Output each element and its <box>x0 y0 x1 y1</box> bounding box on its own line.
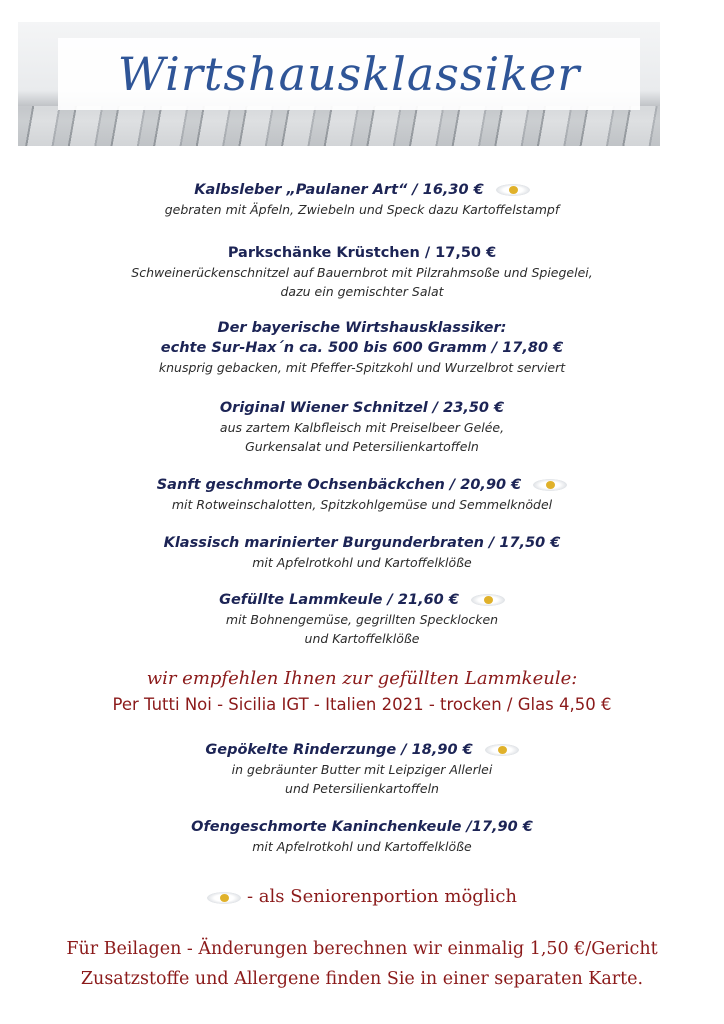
daisy-icon <box>471 590 505 610</box>
dish-7 <box>0 590 724 648</box>
dish-desc: Gurkensalat und Petersilienkartoffeln <box>245 439 479 454</box>
dish-title: Sanft geschmorte Ochsenbäckchen / 20,90 € <box>156 477 522 493</box>
senior-legend <box>0 886 724 908</box>
daisy-icon <box>485 740 519 760</box>
senior-legend-text: - als Seniorenportion möglich <box>247 886 517 907</box>
daisy-icon <box>207 888 241 908</box>
dish-desc: dazu ein gemischter Salat <box>280 284 444 299</box>
dish-desc: mit Apfelrotkohl und Kartoffelklöße <box>252 555 472 570</box>
daisy-icon <box>533 475 567 495</box>
dish-desc: gebraten mit Äpfeln, Zwiebeln und Speck dazu Kartoffelstampf <box>164 202 560 217</box>
dish-desc: knusprig gebacken, mit Pfeffer-Spitzkohl und Wurzelbrot serviert <box>158 360 566 375</box>
dish-title: Gefüllte Lammkeule / 21,60 € <box>219 592 459 608</box>
dish-desc: und Kartoffelklöße <box>304 631 420 646</box>
dish-8 <box>0 740 724 798</box>
dish-5 <box>0 475 724 514</box>
dish-title: Original Wiener Schnitzel / 23,50 € <box>219 400 505 416</box>
dish-desc: und Petersilienkartoffeln <box>285 781 439 796</box>
footer-side-dish-note: Für Beilagen - Änderungen berechnen wir einmalig 1,50 €/Gericht <box>66 939 658 959</box>
dish-3 <box>0 318 724 377</box>
dish-title: Kalbsleber „Paulaner Art“ / 16,30 € <box>194 182 484 198</box>
dish-desc: Schweinerückenschnitzel auf Bauernbrot mit Pilzrahmsoße und Spiegelei, <box>131 265 593 280</box>
dish-desc: mit Rotweinschalotten, Spitzkohlgemüse und Semmelknödel <box>171 497 553 512</box>
dish-2 <box>0 243 724 301</box>
dish-title: Der bayerische Wirtshausklassiker: <box>217 320 507 336</box>
dish-desc: mit Bohnengemüse, gegrillten Specklocken <box>225 612 499 627</box>
dish-desc: mit Apfelrotkohl und Kartoffelklöße <box>252 839 472 854</box>
header-banner <box>18 22 660 146</box>
page-title: Wirtshausklassiker <box>117 47 581 101</box>
dish-1 <box>0 180 724 219</box>
dish-title: Parkschänke Krüstchen / 17,50 € <box>227 245 497 261</box>
footer-notes <box>0 934 724 994</box>
daisy-icon <box>496 180 530 200</box>
dish-desc: in gebräunter Butter mit Leipziger Allerlei <box>231 762 493 777</box>
footer-allergen-note: Zusatzstoffe und Allergene finden Sie in einer separaten Karte. <box>80 969 644 989</box>
wood-planks <box>18 106 660 146</box>
wine-recommendation: Per Tutti Noi - Sicilia IGT - Italien 2021 - trocken / Glas 4,50 € <box>112 695 612 714</box>
dish-title: Klassisch marinierter Burgunderbraten / 17,50 € <box>163 535 561 551</box>
dish-title: echte Sur-Hax´n ca. 500 bis 600 Gramm / 17,80 € <box>160 340 564 356</box>
recommendation <box>0 668 724 714</box>
dish-6 <box>0 533 724 572</box>
recommendation-intro: wir empfehlen Ihnen zur gefüllten Lammkeule: <box>146 668 578 689</box>
dish-desc: aus zartem Kalbfleisch mit Preiselbeer Gelée, <box>219 420 505 435</box>
dish-title: Gepökelte Rinderzunge / 18,90 € <box>205 742 473 758</box>
dish-9 <box>0 817 724 856</box>
dish-4 <box>0 398 724 456</box>
title-panel <box>58 38 640 110</box>
dish-title: Ofengeschmorte Kaninchenkeule /17,90 € <box>191 819 533 835</box>
